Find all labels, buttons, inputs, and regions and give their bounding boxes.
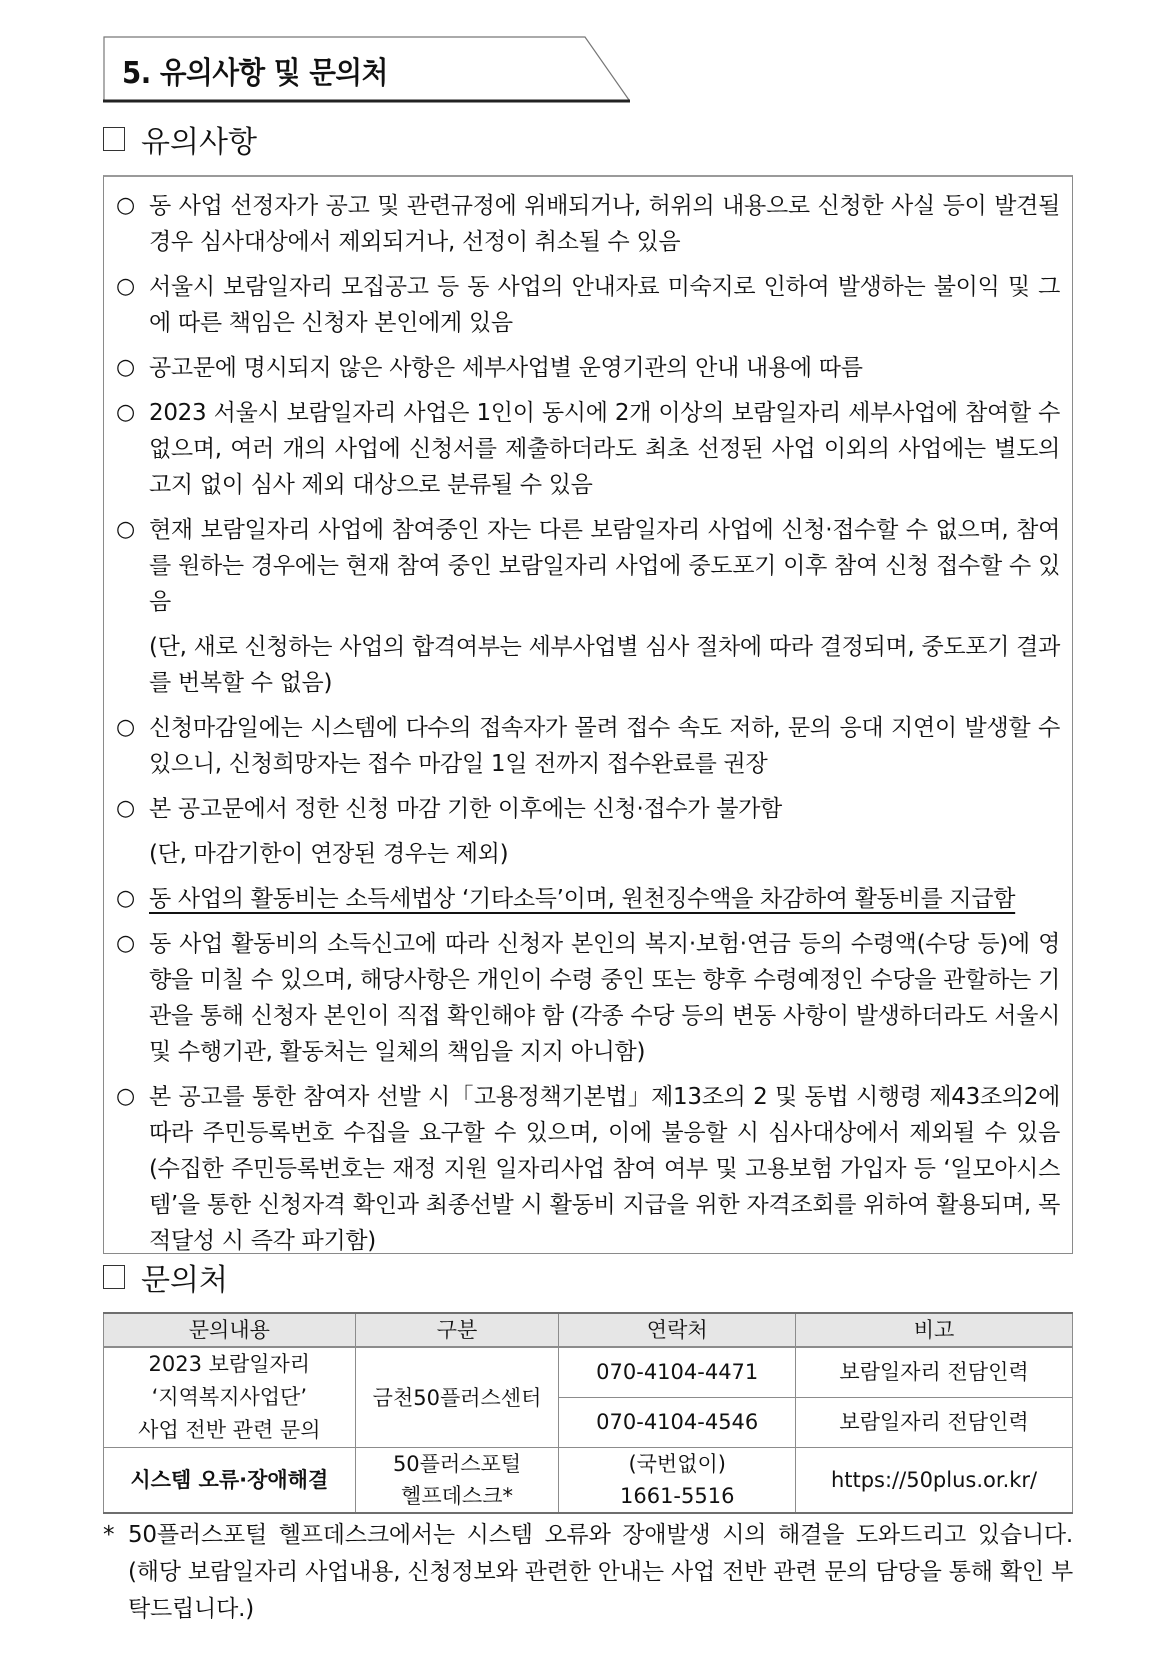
notice-text: 동 사업 활동비의 소득신고에 따라 신청자 본인의 복지·보험·연금 등의 수령액(수당 등)에 영향을 미칠 수 있으며, 해당사항은 개인이 수령 중인 또는 향후 수령예정인 수당을 관할하는 기관을 통해 신청자 본인이 직접 확인해야 함 (각종 수당 등의 변동 사항이 발생하더라도 서울시 및 수행기관, 활동처는 일체의 책임을 지지 아니함): [149, 931, 1060, 1065]
checkbox-square-icon: [103, 1265, 125, 1289]
note-cell: 보람일자리 전담인력: [796, 1397, 1073, 1447]
notice-item: [114, 512, 1060, 701]
circle-bullet-icon: ○: [116, 193, 135, 218]
section-title-banner: [103, 36, 630, 101]
notices-heading: [103, 117, 257, 161]
notice-note: (단, 마감기한이 연장된 경우는 제외): [149, 841, 509, 867]
table-row: [104, 1347, 1073, 1397]
table-row: [104, 1448, 1073, 1514]
contacts-heading: [103, 1255, 228, 1299]
checkbox-square-icon: [103, 127, 125, 151]
circle-bullet-icon: ○: [116, 931, 135, 956]
notice-item: [114, 791, 1060, 872]
notice-item: [114, 710, 1060, 782]
notice-text: 동 사업 선정자가 공고 및 관련규정에 위배되거나, 허위의 내용으로 신청한 사실 등이 발견될 경우 심사대상에서 제외되거나, 선정이 취소될 수 있음: [149, 193, 1060, 255]
notice-note: (단, 새로 신청하는 사업의 합격여부는 세부사업별 심사 절차에 따라 결정되며, 중도포기 결과를 번복할 수 없음): [149, 634, 1060, 696]
notice-item: [114, 1079, 1060, 1259]
phone-cell: (국번없이) 1661-5516: [559, 1448, 796, 1514]
column-header-contact: 연락처: [559, 1313, 796, 1347]
note-cell: 보람일자리 전담인력: [796, 1347, 1073, 1397]
notice-item-underlined: [114, 881, 1060, 917]
inquiry-cell: 2023 보람일자리 ‘지역복지사업단’ 사업 전반 관련 문의: [104, 1347, 356, 1448]
notice-item: [114, 395, 1060, 503]
circle-bullet-icon: ○: [116, 355, 135, 380]
notice-text: 2023 서울시 보람일자리 사업은 1인이 동시에 2개 이상의 보람일자리 세부사업에 참여할 수 없으며, 여러 개의 사업에 신청서를 제출하더라도 최초 선정된 사업 이외의 사업에는 별도의 고지 없이 심사 제외 대상으로 분류될 수 있음: [149, 400, 1060, 498]
phone-cell: 070-4104-4546: [559, 1397, 796, 1447]
division-cell: 금천50플러스센터: [355, 1347, 559, 1448]
contacts-table: [103, 1312, 1073, 1514]
circle-bullet-icon: ○: [116, 796, 135, 821]
notice-text: 동 사업의 활동비는 소득세법상 ‘기타소득’이며, 원천징수액을 차감하여 활동비를 지급함: [149, 886, 1016, 912]
notice-item: [114, 269, 1060, 341]
notice-text: 공고문에 명시되지 않은 사항은 세부사업별 운영기관의 안내 내용에 따름: [149, 355, 863, 381]
notice-text: 본 공고문에서 정한 신청 마감 기한 이후에는 신청·접수가 불가함: [149, 796, 782, 822]
notice-text: 신청마감일에는 시스템에 다수의 접속자가 몰려 접수 속도 저하, 문의 응대 지연이 발생할 수 있으니, 신청희망자는 접수 마감일 1일 전까지 접수완료를 권장: [149, 715, 1060, 777]
phone-cell: 070-4104-4471: [559, 1347, 796, 1397]
circle-bullet-icon: ○: [116, 886, 135, 911]
asterisk-marker: *: [103, 1522, 115, 1548]
column-header-inquiry: 문의내용: [104, 1313, 356, 1347]
inquiry-cell: 시스템 오류·장애해결: [104, 1448, 356, 1514]
website-link-cell[interactable]: https://50plus.or.kr/: [796, 1448, 1073, 1514]
notice-item: [114, 188, 1060, 260]
notices-heading-label: 유의사항: [141, 125, 257, 160]
notice-text: 서울시 보람일자리 모집공고 등 동 사업의 안내자료 미숙지로 인하여 발생하는 불이익 및 그에 따른 책임은 신청자 본인에게 있음: [149, 274, 1060, 336]
circle-bullet-icon: ○: [116, 1084, 135, 1109]
column-header-note: 비고: [796, 1313, 1073, 1347]
footnote-text: 50플러스포털 헬프데스크에서는 시스템 오류와 장애발생 시의 해결을 도와드리고 있습니다. (해당 보람일자리 사업내용, 신청정보와 관련한 안내는 사업 전반 관련 문의 담당을 통해 확인 부탁드립니다.): [128, 1522, 1074, 1622]
section-title: 5. 유의사항 및 문의처: [122, 56, 388, 91]
contacts-heading-label: 문의처: [141, 1263, 228, 1298]
circle-bullet-icon: ○: [116, 400, 135, 425]
notice-item: [114, 350, 1060, 386]
table-header-row: [104, 1313, 1073, 1347]
circle-bullet-icon: ○: [116, 274, 135, 299]
notice-text: 현재 보람일자리 사업에 참여중인 자는 다른 보람일자리 사업에 신청·접수할 수 없으며, 참여를 원하는 경우에는 현재 참여 중인 보람일자리 사업에 중도포기 이후 참여 신청 접수할 수 있음: [149, 517, 1060, 615]
circle-bullet-icon: ○: [116, 715, 135, 740]
circle-bullet-icon: ○: [116, 517, 135, 542]
notice-item: [114, 926, 1060, 1070]
division-cell: 50플러스포털 헬프데스크*: [355, 1448, 559, 1514]
footnote: [103, 1517, 1073, 1628]
notice-text: 본 공고를 통한 참여자 선발 시「고용정책기본법」제13조의 2 및 동법 시행령 제43조의2에 따라 주민등록번호 수집을 요구할 수 있으며, 이에 불응할 시 심사대상에서 제외될 수 있음 (수집한 주민등록번호는 재정 지원 일자리사업 참여 여부 및 고용보험 가입자 등 ‘일모아시스템’을 통한 신청자격 확인과 최종선발 시 활동비 지급을 위한 자격조회를 위하여 활용되며, 목적달성 시 즉각 파기함): [149, 1084, 1060, 1254]
column-header-division: 구분: [355, 1313, 559, 1347]
notices-box: [103, 175, 1073, 1254]
